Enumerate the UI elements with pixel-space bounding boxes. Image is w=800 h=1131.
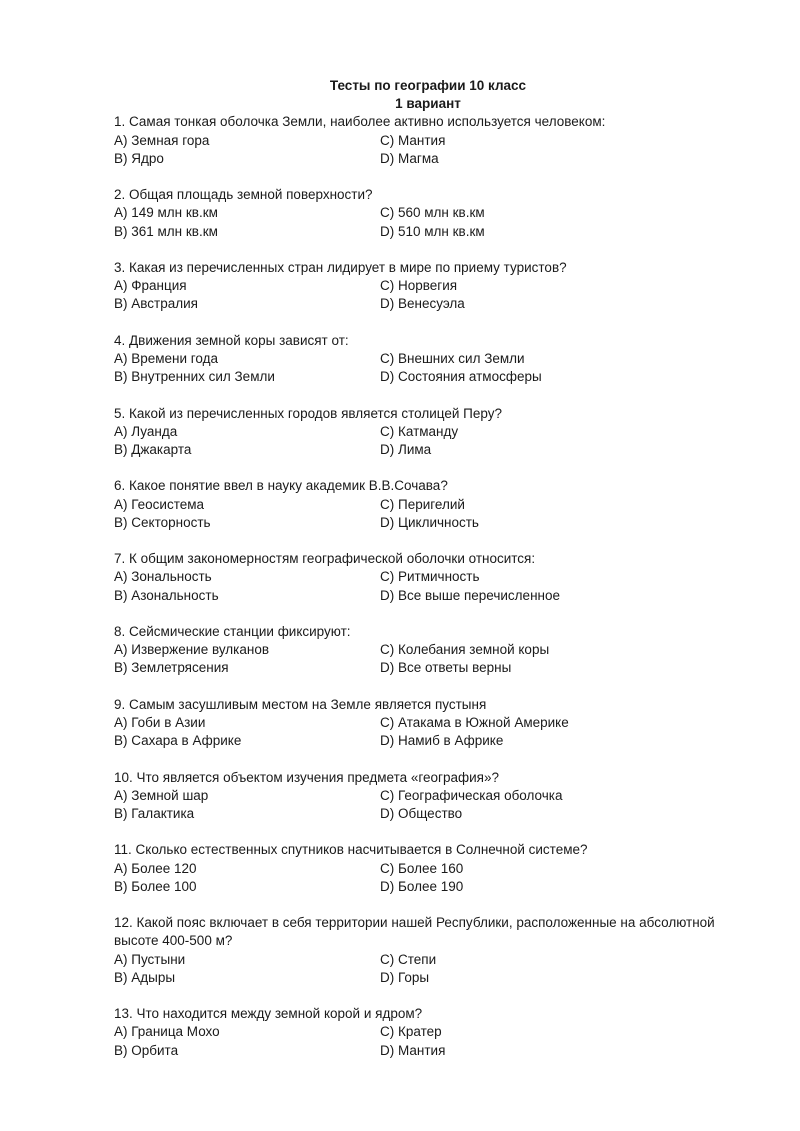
- answer-option-c: С) Ритмичность: [380, 569, 480, 585]
- question-block: [114, 841, 734, 896]
- question-block: [114, 550, 734, 605]
- question-text: 8. Сейсмические станции фиксируют:: [114, 623, 351, 639]
- question-block: [114, 696, 734, 751]
- answer-row: [114, 587, 734, 605]
- question-text: 13. Что находится между земной корой и ядром?: [114, 1006, 423, 1022]
- answer-row: [114, 805, 734, 823]
- answer-option-b: В) Ядро: [114, 150, 164, 166]
- question-block: [114, 914, 734, 987]
- answer-option-a: А) Земной шар: [114, 787, 209, 803]
- answer-option-a: А) Извержение вулканов: [114, 642, 270, 658]
- answer-row: [114, 223, 734, 241]
- answer-option-d: D) Состояния атмосферы: [380, 369, 542, 385]
- document-variant: 1 вариант: [395, 96, 461, 112]
- answer-option-c: С) Внешних сил Земли: [380, 351, 525, 366]
- answer-option-c: С) Перигелий: [380, 496, 465, 512]
- question-text: 11. Сколько естественных спутников насчитывается в Солнечной системе?: [114, 842, 588, 858]
- answer-option-d: D) Цикличность: [380, 514, 479, 530]
- answer-option-b: В) Адыры: [114, 969, 176, 985]
- answer-row: [114, 969, 734, 987]
- answer-row: [114, 423, 734, 441]
- answer-option-b: В) Секторность: [114, 514, 211, 530]
- answer-row: [114, 132, 734, 150]
- answer-option-d: D) Магма: [380, 150, 439, 166]
- question-text: 3. Какая из перечисленных стран лидирует в мире по приему туристов?: [114, 260, 567, 275]
- answer-option-d: D) Общество: [380, 805, 463, 821]
- question-block: [114, 259, 734, 314]
- question-block: [114, 332, 734, 387]
- question-block: [114, 477, 734, 532]
- answer-row: [114, 204, 734, 222]
- answer-option-d: D) Намиб в Африке: [380, 733, 504, 749]
- answer-option-c: С) Степи: [380, 951, 437, 967]
- answer-option-b: В) Австралия: [114, 296, 198, 312]
- answer-row: [114, 350, 734, 368]
- answer-option-c: С) Атакама в Южной Америке: [380, 714, 569, 730]
- answer-row: [114, 1042, 734, 1060]
- answer-row: [114, 951, 734, 969]
- answer-option-c: С) Географическая оболочка: [380, 787, 563, 803]
- answer-row: [114, 1023, 734, 1041]
- answer-option-d: D) Горы: [380, 969, 430, 985]
- answer-option-d: D) Мантия: [380, 1042, 446, 1058]
- answer-option-c: С) Мантия: [380, 132, 446, 148]
- answer-option-b: В) Азональность: [114, 587, 219, 603]
- question-block: [114, 186, 734, 241]
- question-text: 7. К общим закономерностям географической оболочки относится:: [114, 551, 536, 567]
- question-list: [114, 113, 734, 1059]
- answer-option-a: А) Зональность: [114, 569, 212, 585]
- question-block: [114, 769, 734, 824]
- answer-option-b: В) Сахара в Африке: [114, 733, 242, 749]
- answer-option-d: D) 510 млн кв.км: [380, 223, 485, 239]
- question-text: 9. Самым засушливым местом на Земле является пустыня: [114, 696, 487, 712]
- answer-row: [114, 878, 734, 896]
- answer-option-a: А) Франция: [114, 278, 187, 294]
- answer-option-c: С) 560 млн кв.км: [380, 205, 485, 221]
- answer-option-b: В) Более 100: [114, 878, 197, 894]
- test-document: [114, 77, 734, 1078]
- document-title: Тесты по географии 10 класс: [329, 78, 527, 93]
- answer-option-c: С) Норвегия: [380, 278, 458, 294]
- answer-row: [114, 641, 734, 659]
- answer-option-b: В) Землетрясения: [114, 660, 229, 676]
- answer-row: [114, 714, 734, 732]
- question-text: 12. Какой пояс включает в себя территории нашей Республики, расположенные на абсолютной высоте 400-500 м?: [114, 915, 715, 949]
- answer-row: [114, 150, 734, 168]
- answer-option-d: D) Все выше перечисленное: [380, 587, 560, 603]
- answer-option-c: С) Более 160: [380, 860, 464, 876]
- question-text: 4. Движения земной коры зависят от:: [114, 332, 349, 348]
- answer-row: [114, 295, 734, 313]
- question-text: 2. Общая площадь земной поверхности?: [114, 187, 373, 203]
- answer-option-d: D) Все ответы верны: [380, 660, 512, 676]
- answer-option-a: А) Земная гора: [114, 132, 210, 148]
- answer-option-b: В) Внутренних сил Земли: [114, 369, 275, 385]
- answer-row: [114, 277, 734, 295]
- answer-row: [114, 496, 734, 514]
- question-text: 1. Самая тонкая оболочка Земли, наиболее активно используется человеком:: [114, 114, 606, 130]
- answer-option-c: С) Колебания земной коры: [380, 642, 550, 658]
- answer-row: [114, 441, 734, 459]
- question-block: [114, 113, 734, 168]
- answer-option-c: С) Кратер: [380, 1024, 442, 1040]
- answer-option-c: С) Катманду: [380, 423, 459, 439]
- answer-option-a: А) Гоби в Азии: [114, 714, 206, 730]
- answer-row: [114, 514, 734, 532]
- question-block: [114, 1005, 734, 1060]
- answer-option-a: А) Времени года: [114, 351, 219, 366]
- question-text: 5. Какой из перечисленных городов является столицей Перу?: [114, 405, 502, 421]
- answer-option-a: А) Луанда: [114, 423, 178, 439]
- answer-option-d: D) Лима: [380, 442, 432, 457]
- answer-row: [114, 860, 734, 878]
- answer-option-d: D) Венесуэла: [380, 296, 465, 312]
- answer-option-a: А) 149 млн кв.км: [114, 205, 218, 221]
- answer-row: [114, 787, 734, 805]
- answer-option-b: В) Галактика: [114, 805, 195, 821]
- answer-row: [114, 368, 734, 386]
- question-text: 10. Что является объектом изучения предмета «география»?: [114, 769, 499, 785]
- answer-option-d: D) Более 190: [380, 878, 464, 894]
- question-block: [114, 623, 734, 678]
- answer-row: [114, 568, 734, 586]
- answer-option-a: А) Более 120: [114, 860, 197, 876]
- answer-row: [114, 732, 734, 750]
- answer-option-a: А) Геосистема: [114, 496, 205, 512]
- answer-option-b: В) Орбита: [114, 1042, 179, 1058]
- answer-row: [114, 659, 734, 677]
- question-text: 6. Какое понятие ввел в науку академик В.В.Сочава?: [114, 478, 448, 494]
- answer-option-a: А) Пустыни: [114, 951, 186, 967]
- answer-option-b: В) Джакарта: [114, 442, 192, 457]
- answer-option-b: В) 361 млн кв.км: [114, 223, 218, 239]
- question-block: [114, 405, 734, 460]
- answer-option-a: А) Граница Мохо: [114, 1024, 220, 1040]
